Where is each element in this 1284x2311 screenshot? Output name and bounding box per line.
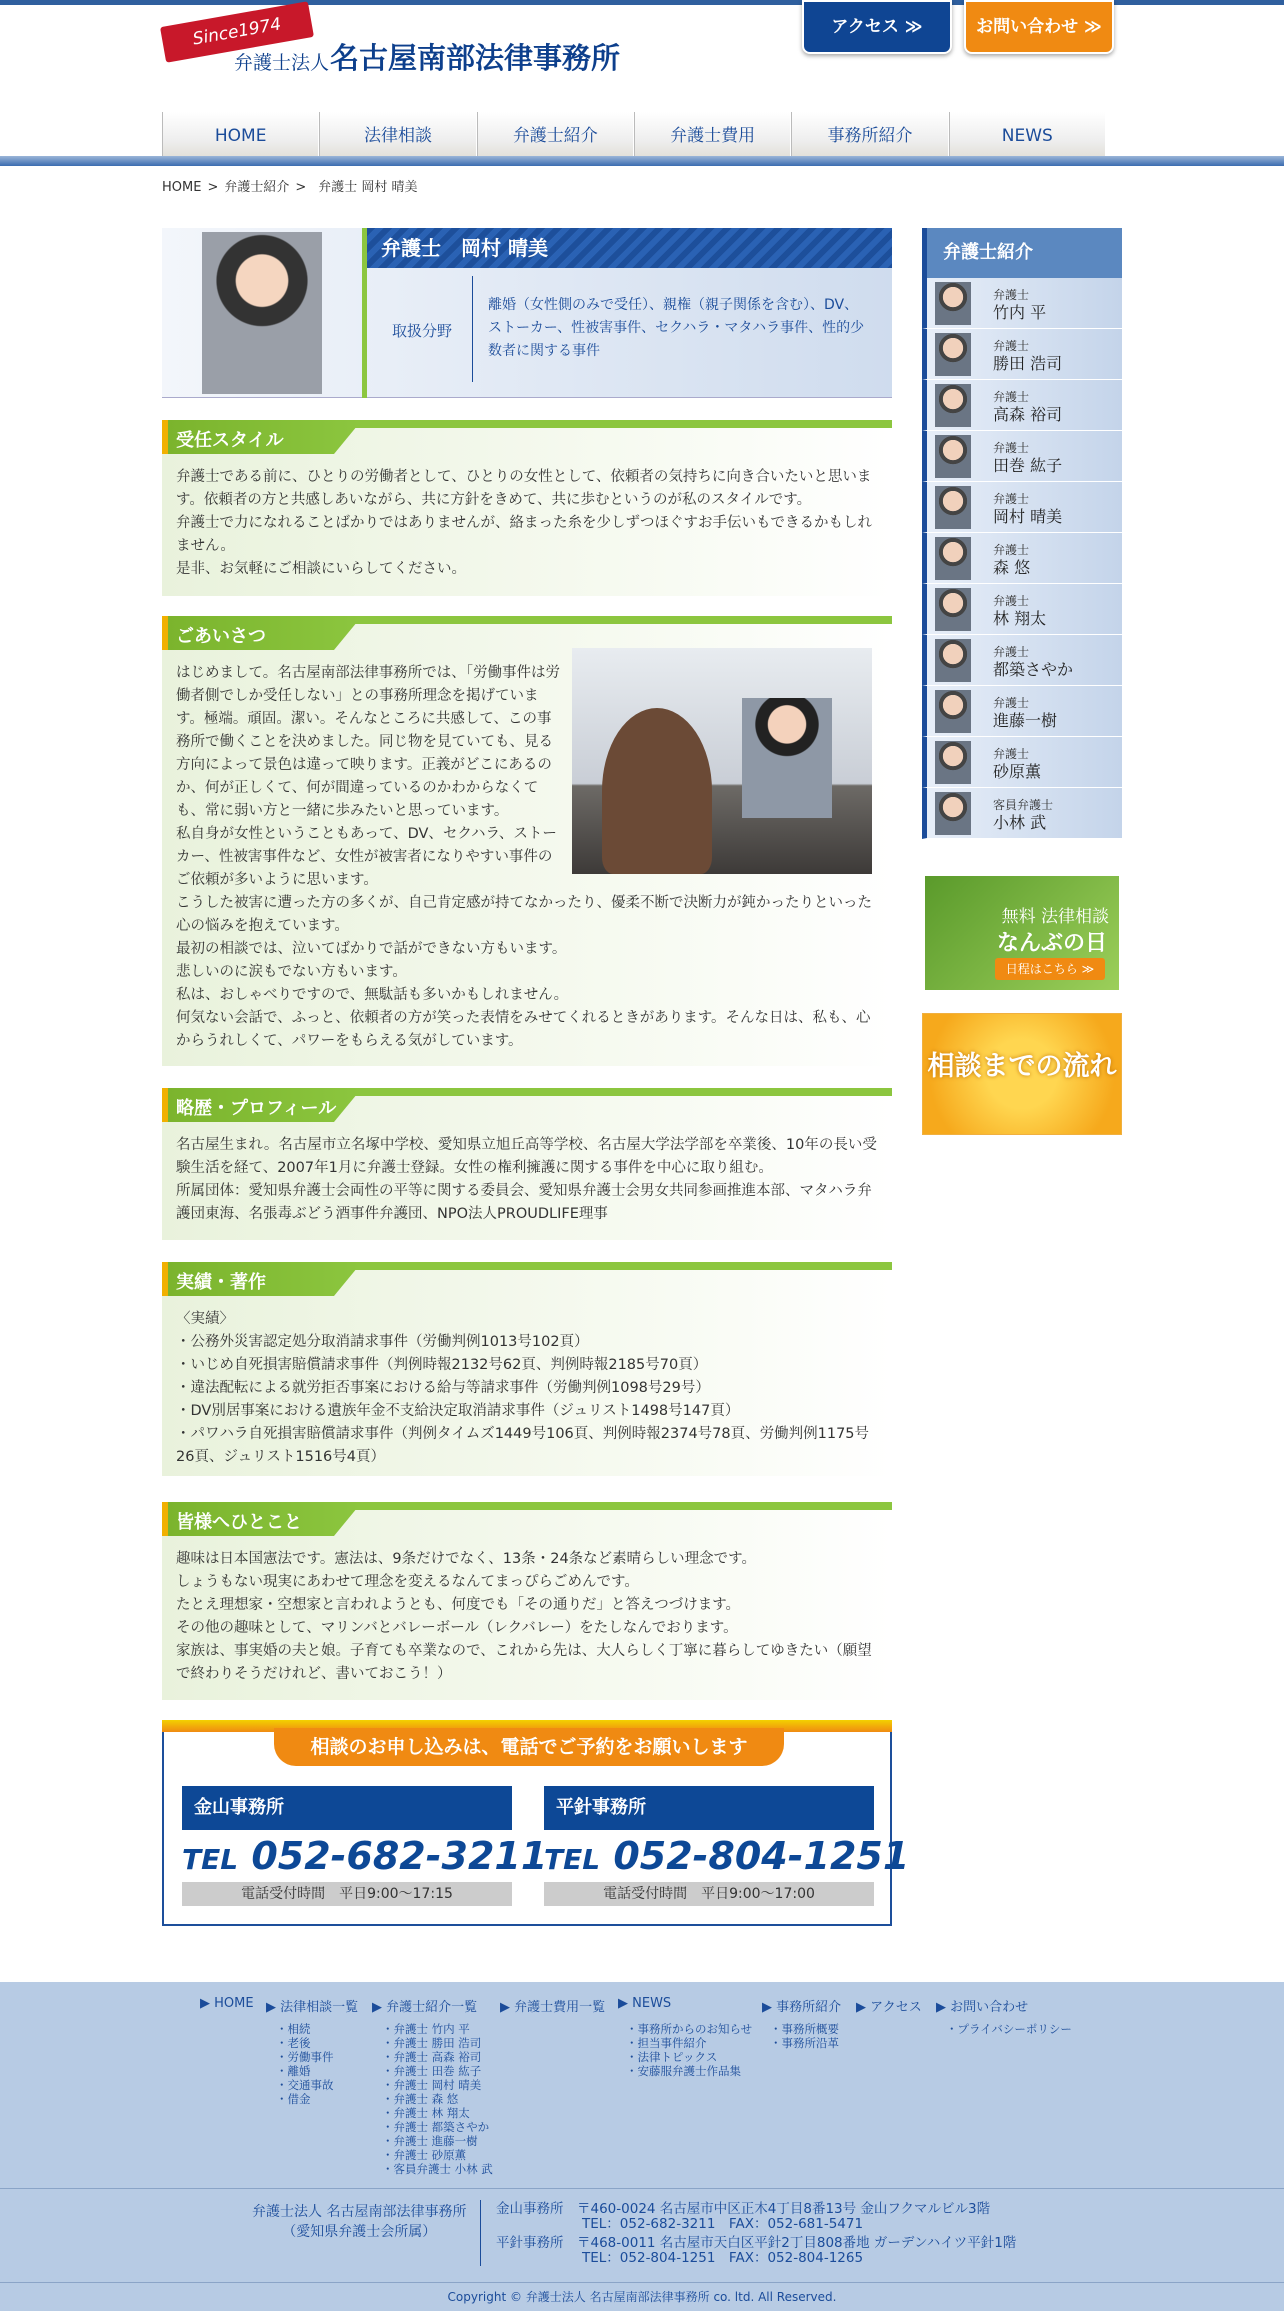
lawyer-thumb bbox=[935, 588, 971, 631]
global-nav bbox=[162, 112, 1106, 160]
contact-button[interactable]: お問い合わせ ≫ bbox=[964, 0, 1114, 54]
crumb-sep: > bbox=[207, 180, 219, 195]
section-greeting bbox=[162, 616, 892, 1066]
footer-link[interactable]: ・プライバシーポリシー bbox=[946, 2022, 1072, 2036]
section-title: 略歴・プロフィール bbox=[176, 1098, 337, 1119]
lawyer-name: 砂原薫 bbox=[993, 762, 1042, 781]
field-divider bbox=[472, 276, 473, 382]
sidebar bbox=[922, 228, 1122, 1135]
footer-link[interactable]: ・弁護士 都築さやか bbox=[382, 2120, 490, 2134]
nav-underline bbox=[0, 156, 1284, 166]
footer-col-contact bbox=[946, 2022, 1072, 2036]
lawyer-role: 弁護士 bbox=[993, 492, 1030, 506]
paragraph: 弁護士で力になれることばかりではありませんが、絡まった糸を少しずつほぐすお手伝いもできるかもしれません。 bbox=[176, 515, 872, 554]
footer-nav-home[interactable]: ▶ HOME bbox=[200, 1996, 254, 2011]
firm-label: 弁護士法人 bbox=[234, 52, 330, 74]
site-logo[interactable] bbox=[162, 14, 632, 76]
lawyer-thumb bbox=[935, 282, 971, 325]
sidebar-lawyer-item[interactable] bbox=[922, 278, 1122, 329]
paragraph: 家族は、事実婚の夫と娘。子育ても卒業なので、これから先は、大人らしく丁寧に暮らしてゆきたい（願望で終わりそうだけれど、書いておこう！） bbox=[176, 1643, 872, 1682]
footer-link[interactable]: ・安藤服弁護士作品集 bbox=[626, 2064, 741, 2078]
lawyer-role: 客員弁護士 bbox=[993, 798, 1054, 812]
footer-link[interactable]: ・弁護士 勝田 浩司 bbox=[382, 2036, 482, 2050]
consult-flow-banner[interactable] bbox=[922, 1013, 1122, 1135]
footer-link[interactable]: ・借金 bbox=[276, 2092, 311, 2106]
footer-link[interactable]: ・担当事件紹介 bbox=[626, 2036, 707, 2050]
crumb-home[interactable]: HOME bbox=[162, 180, 202, 195]
lawyer-thumb bbox=[935, 741, 971, 784]
nav-news[interactable]: NEWS bbox=[949, 112, 1106, 160]
footer-firm-assoc: （愛知県弁護士会所属） bbox=[282, 2224, 437, 2240]
footer-col-law bbox=[276, 2022, 334, 2106]
footer-firm bbox=[252, 2202, 466, 2242]
section-title: 実績・著作 bbox=[176, 1272, 266, 1293]
lawyer-name: 森 悠 bbox=[993, 558, 1031, 577]
lawyer-role: 弁護士 bbox=[993, 645, 1030, 659]
footer-link[interactable]: ・弁護士 林 翔太 bbox=[382, 2106, 470, 2120]
lawyer-thumb bbox=[935, 486, 971, 529]
paragraph: こうした被害に遭った方の多くが、自己肯定感が持てなかったり、優柔不断で決断力が鈍かったりといった心の悩みを抱えています。 bbox=[176, 895, 872, 934]
paragraph: 所属団体：愛知県弁護士会両性の平等に関する委員会、愛知県弁護士会男女共同参画推進本部、マタハラ弁護団東海、名張毒ぶどう酒事件弁護団、NPO法人PROUDLIFE理事 bbox=[176, 1183, 872, 1222]
paragraph: 〈実績〉 bbox=[176, 1311, 234, 1327]
addr-text: 〒468-0011 名古屋市天白区平針2丁目808番地 ガーデンハイツ平針1階 bbox=[577, 2235, 1017, 2251]
footer-addresses bbox=[496, 2202, 1016, 2266]
crumb-current: 弁護士 岡村 晴美 bbox=[318, 180, 418, 195]
footer-link[interactable]: ・弁護士 高森 裕司 bbox=[382, 2050, 482, 2064]
footer-nav-consult[interactable]: ▶ 法律相談一覧 bbox=[266, 2000, 359, 2015]
copyright: Copyright © 弁護士法人 名古屋南部法律事務所 co. ltd. All Reserved. bbox=[0, 2282, 1284, 2311]
profile-card bbox=[162, 228, 892, 398]
footer-link[interactable]: ・離婚 bbox=[276, 2064, 311, 2078]
addr-tel: TEL：052-804-1251 FAX：052-804-1265 bbox=[582, 2250, 864, 2266]
lawyer-name: 都築さやか bbox=[993, 660, 1074, 679]
paragraph: 趣味は日本国憲法です。憲法は、9条だけでなく、13条・24条など素晴らしい理念です。 bbox=[176, 1551, 757, 1567]
paragraph: ・違法配転による就労拒否事案における給与等請求事件（労働判例1098号29号） bbox=[176, 1380, 710, 1396]
section-profile bbox=[162, 1088, 892, 1240]
office-tel[interactable] bbox=[544, 1830, 910, 1882]
lawyer-role: 弁護士 bbox=[993, 747, 1030, 761]
lawyer-role: 弁護士 bbox=[993, 441, 1030, 455]
meeting-photo bbox=[572, 648, 872, 874]
lawyer-name: 小林 武 bbox=[993, 813, 1047, 832]
paragraph: ・公務外災害認定処分取消請求事件（労働判例1013号102頁） bbox=[176, 1334, 589, 1350]
paragraph: たとえ理想家・空想家と言われようとも、何度でも「その通りだ」と答えつづけます。 bbox=[176, 1597, 741, 1613]
paragraph: 悲しいのに涙もでない方もいます。 bbox=[176, 964, 407, 980]
footer-link[interactable]: ・法律トピックス bbox=[626, 2050, 718, 2064]
section-message bbox=[162, 1502, 892, 1700]
footer-nav-contact[interactable]: ▶ お問い合わせ bbox=[936, 2000, 1029, 2015]
section-title: 皆様へひとこと bbox=[176, 1512, 302, 1533]
lawyer-photo bbox=[202, 232, 322, 394]
footer-link[interactable]: ・客員弁護士 小林 武 bbox=[382, 2162, 493, 2176]
footer-nav-news[interactable]: ▶ NEWS bbox=[618, 1996, 672, 2011]
tel-number: 052-804-1251 bbox=[613, 1834, 910, 1878]
footer-link[interactable]: ・相続 bbox=[276, 2022, 311, 2036]
crumb-lawyers[interactable]: 弁護士紹介 bbox=[224, 180, 290, 195]
sidebar-lawyer-item[interactable] bbox=[922, 788, 1122, 839]
tel-prefix: TEL bbox=[182, 1843, 239, 1876]
footer-col-office bbox=[770, 2022, 839, 2050]
section-title: ごあいさつ bbox=[176, 626, 266, 647]
contact-heading: 相談のお申し込みは、電話でご予約をお願いします bbox=[274, 1728, 784, 1766]
nav-fees[interactable]: 弁護士費用 bbox=[634, 112, 791, 160]
field-text: 離婚（女性側のみで受任）、親権（親子関係を含む）、DV、ストーカー、性被害事件、セクハラ・マタハラ事件、性的少数者に関する事件 bbox=[488, 297, 865, 359]
lawyer-thumb bbox=[935, 333, 971, 376]
sidebar-lawyer-item[interactable] bbox=[922, 482, 1122, 533]
lawyer-role: 弁護士 bbox=[993, 288, 1030, 302]
breadcrumb bbox=[162, 176, 424, 195]
lawyer-name: 高森 裕司 bbox=[993, 405, 1063, 424]
paragraph: ・パワハラ自死損害賠償請求事件（判例タイムズ1449号106頁、判例時報2374号78頁、労働判例1175号26頁、ジュリスト1516号4頁） bbox=[176, 1426, 870, 1465]
lawyer-role: 弁護士 bbox=[993, 390, 1030, 404]
sidebar-title: 弁護士紹介 bbox=[922, 228, 1122, 278]
nav-consult[interactable]: 法律相談 bbox=[319, 112, 476, 160]
footer-link[interactable]: ・老後 bbox=[276, 2036, 311, 2050]
since-ribbon: Since1974 bbox=[160, 1, 314, 63]
profile-name: 弁護士 岡村 晴美 bbox=[367, 228, 892, 268]
field-label: 取扱分野 bbox=[392, 322, 453, 340]
lawyer-thumb bbox=[935, 792, 971, 835]
office-hours: 電話受付時間 平日9:00～17:00 bbox=[544, 1882, 874, 1906]
sidebar-lawyer-item[interactable] bbox=[922, 584, 1122, 635]
footer-link[interactable]: ・事務所沿革 bbox=[770, 2036, 839, 2050]
paragraph: 私は、おしゃべりですので、無駄話も多いかもしれません。 bbox=[176, 987, 569, 1003]
footer-nav-lawyers[interactable]: ▶ 弁護士紹介一覧 bbox=[372, 2000, 478, 2015]
access-button[interactable]: アクセス ≫ bbox=[802, 0, 952, 54]
paragraph: はじめまして。名古屋南部法律事務所では、「労働事件は労働者側でしか受任しない」との事務所理念を掲げています。極端。頑固。潔い。そんなところに共感して、この事務所で働くことを決めました。同じ物を見ていても、見る方向によって景色は違って映ります。正義がどこにあるのか、何が正しくて、何が間違っているのかわからなくても、常に弱い方と一緒に歩みたいと思っています。 bbox=[176, 665, 560, 819]
sidebar-lawyer-item[interactable] bbox=[922, 533, 1122, 584]
lawyer-list bbox=[922, 278, 1122, 839]
sidebar-lawyer-item[interactable] bbox=[922, 737, 1122, 788]
lawyer-name: 竹内 平 bbox=[993, 303, 1047, 322]
footer-col-lawyers bbox=[382, 2022, 493, 2176]
lawyer-thumb bbox=[935, 435, 971, 478]
addr-label: 平針事務所 bbox=[496, 2235, 564, 2251]
firm-name: 名古屋南部法律事務所 bbox=[330, 41, 621, 75]
footer-firm-name: 弁護士法人 名古屋南部法律事務所 bbox=[252, 2204, 467, 2220]
sidebar-lawyer-item[interactable] bbox=[922, 380, 1122, 431]
sidebar-lawyer-item[interactable] bbox=[922, 431, 1122, 482]
office-kanayama bbox=[182, 1786, 548, 1906]
banner-button[interactable]: 日程はこちら ≫ bbox=[995, 958, 1105, 980]
lawyer-name: 進藤一樹 bbox=[993, 711, 1058, 730]
footer-vline bbox=[480, 2200, 481, 2266]
tel-number: 052-682-3211 bbox=[251, 1834, 548, 1878]
footer-link[interactable]: ・労働事件 bbox=[276, 2050, 334, 2064]
paragraph: しょうもない現実にあわせて理念を変えるなんてまっぴらごめんです。 bbox=[176, 1574, 639, 1590]
sidebar-lawyer-item[interactable] bbox=[922, 329, 1122, 380]
footer-link[interactable]: ・弁護士 進藤一樹 bbox=[382, 2134, 478, 2148]
footer-nav-office[interactable]: ▶ 事務所紹介 bbox=[762, 2000, 842, 2015]
section-title: 受任スタイル bbox=[176, 430, 284, 451]
banner-text: なんぶの日 bbox=[996, 931, 1107, 956]
footer-col-news bbox=[626, 2022, 752, 2078]
footer-divider bbox=[0, 2188, 1284, 2189]
lawyer-role: 弁護士 bbox=[993, 696, 1030, 710]
paragraph: 弁護士である前に、ひとりの労働者として、ひとりの女性として、依頼者の気持ちに向き合いたいと思います。依頼者の方と共感しあいながら、共に方針をきめて、共に歩むというのが私のスタイルです。 bbox=[176, 469, 872, 508]
lawyer-role: 弁護士 bbox=[993, 543, 1030, 557]
footer-link[interactable]: ・弁護士 田巻 紘子 bbox=[382, 2064, 482, 2078]
lawyer-thumb bbox=[935, 384, 971, 427]
addr-label: 金山事務所 bbox=[496, 2201, 564, 2217]
tel-prefix: TEL bbox=[544, 1843, 601, 1876]
paragraph: ・いじめ自死損害賠償請求事件（判例時報2132号62頁、判例時報2185号70頁） bbox=[176, 1357, 708, 1373]
crumb-sep: > bbox=[295, 180, 307, 195]
banner-text: 無料 法律相談 bbox=[1001, 907, 1109, 927]
paragraph: 最初の相談では、泣いてばかりで話ができない方もいます。 bbox=[176, 941, 567, 957]
sidebar-lawyer-item[interactable] bbox=[922, 635, 1122, 686]
banner-text: 相談までの流れ bbox=[927, 1051, 1117, 1082]
lawyer-thumb bbox=[935, 537, 971, 580]
lawyer-name: 岡村 晴美 bbox=[993, 507, 1063, 526]
lawyer-name: 林 翔太 bbox=[993, 609, 1047, 628]
lawyer-name: 田巻 紘子 bbox=[993, 456, 1063, 475]
office-name: 金山事務所 bbox=[182, 1786, 512, 1830]
paragraph: 是非、お気軽にご相談にいらしてください。 bbox=[176, 561, 466, 577]
office-name: 平針事務所 bbox=[544, 1786, 874, 1830]
footer-link[interactable]: ・交通事故 bbox=[276, 2078, 334, 2092]
footer-link[interactable]: ・弁護士 砂原薫 bbox=[382, 2148, 467, 2162]
footer-link[interactable]: ・事務所概要 bbox=[770, 2022, 839, 2036]
section-style bbox=[162, 420, 892, 596]
nav-lawyers[interactable]: 弁護士紹介 bbox=[477, 112, 634, 160]
lawyer-thumb bbox=[935, 690, 971, 733]
footer-link[interactable]: ・事務所からのお知らせ bbox=[626, 2022, 753, 2036]
contact-box bbox=[162, 1720, 910, 1926]
paragraph: ・DV別居事案における遺族年金不支給決定取消請求事件（ジュリスト1498号147頁） bbox=[176, 1403, 740, 1419]
lawyer-name: 勝田 浩司 bbox=[993, 354, 1063, 373]
office-hours: 電話受付時間 平日9:00～17:15 bbox=[182, 1882, 512, 1906]
sidebar-lawyer-item[interactable] bbox=[922, 686, 1122, 737]
footer-nav-fees[interactable]: ▶ 弁護士費用一覧 bbox=[500, 2000, 606, 2015]
office-hirabari bbox=[544, 1786, 910, 1906]
free-consult-banner[interactable] bbox=[922, 873, 1122, 993]
paragraph: 名古屋生まれ。名古屋市立名塚中学校、愛知県立旭丘高等学校、名古屋大学法学部を卒業後、10年の長い受験生活を経て、2007年1月に弁護士登録。女性の権利擁護に関する事件を中心に取り組む。 bbox=[176, 1137, 877, 1176]
paragraph: その他の趣味として、マリンバとバレーボール（レクバレー）をたしなんでおります。 bbox=[176, 1620, 738, 1636]
addr-text: 〒460-0024 名古屋市中区正木4丁目8番13号 金山フクマルビル3階 bbox=[577, 2201, 991, 2217]
paragraph: 私自身が女性ということもあって、DV、セクハラ、ストーカー、性被害事件など、女性が被害者になりやすい事件のご依頼が多いように思います。 bbox=[176, 826, 557, 888]
lawyer-role: 弁護士 bbox=[993, 594, 1030, 608]
footer-link[interactable]: ・弁護士 岡村 晴美 bbox=[382, 2078, 482, 2092]
office-tel[interactable] bbox=[182, 1830, 548, 1882]
footer-link[interactable]: ・弁護士 森 悠 bbox=[382, 2092, 459, 2106]
nav-home[interactable]: HOME bbox=[162, 112, 319, 160]
addr-tel: TEL：052-682-3211 FAX：052-681-5471 bbox=[582, 2216, 864, 2232]
paragraph: 何気ない会話で、ふっと、依頼者の方が笑った表情をみせてくれるときがあります。そんな日は、私も、心からうれしくて、パワーをもらえる気がしています。 bbox=[176, 1010, 871, 1049]
lawyer-role: 弁護士 bbox=[993, 339, 1030, 353]
lawyer-thumb bbox=[935, 639, 971, 682]
section-works bbox=[162, 1262, 892, 1476]
nav-office[interactable]: 事務所紹介 bbox=[791, 112, 948, 160]
footer-link[interactable]: ・弁護士 竹内 平 bbox=[382, 2022, 470, 2036]
footer-nav-access[interactable]: ▶ アクセス bbox=[856, 2000, 922, 2015]
footer bbox=[0, 1982, 1284, 2311]
